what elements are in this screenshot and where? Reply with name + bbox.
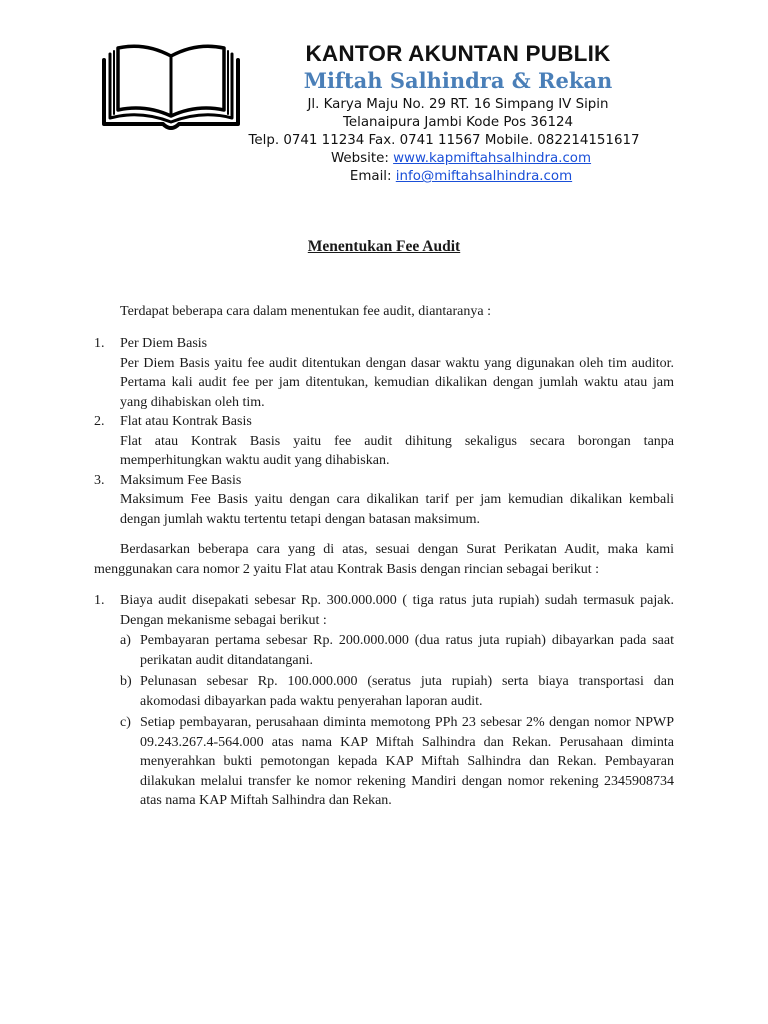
sub-item-label: c) xyxy=(120,715,131,730)
document-title: Menentukan Fee Audit xyxy=(307,238,461,255)
sub-item-label: a) xyxy=(120,633,131,648)
sub-item-text: Pembayaran pertama sebesar Rp. 200.000.000 (dua ratus juta rupiah) dibayarkan pada saat perikatan audit ditandatangani. xyxy=(140,633,674,668)
sub-item-text: Pelunasan sebesar Rp. 100.000.000 (seratus juta rupiah) serta biaya transportasi dan akomodasi dibayarkan pada waktu penyerahan laporan audit. xyxy=(140,674,674,709)
item-number: 2. xyxy=(94,414,105,429)
sub-item xyxy=(94,672,674,711)
sub-item xyxy=(94,631,674,670)
firm-name: Miftah Salhindra & Rekan xyxy=(303,68,613,93)
sub-item-text: Setiap pembayaran, perusahaan diminta memotong PPh 23 sebesar 2% dengan nomor NPWP 09.243.267.4-564.000 atas nama KAP Miftah Salhindra dan Rekan. Perusahaan diminta menyerahkan bukti pemotongan kepada KAP Miftah Salhindra dan Rekan. Pembayaran dilakukan melalui transfer ke nomor rekening Mandiri dengan nomor rekening 2345908734 atas nama KAP Miftah Salhindra dan Rekan. xyxy=(140,715,674,808)
website-link[interactable]: www.kapmiftahsalhindra.com xyxy=(393,151,592,166)
fee-summary: Biaya audit disepakati sebesar Rp. 300.000.000 ( tiga ratus juta rupiah) sudah termasuk pajak. Dengan mekanisme sebagai berikut : xyxy=(120,593,674,628)
address-line-1: Jl. Karya Maju No. 29 RT. 16 Simpang IV Sipin xyxy=(307,97,609,112)
firm-title: KANTOR AKUNTAN PUBLIK xyxy=(305,41,611,66)
email-link[interactable]: info@miftahsalhindra.com xyxy=(395,169,573,184)
email-label: Email: xyxy=(349,169,396,184)
list-item xyxy=(94,591,674,630)
email-line xyxy=(234,168,688,186)
list-item xyxy=(94,412,674,471)
method-name: Maksimum Fee Basis xyxy=(120,472,242,488)
method-description: Flat atau Kontrak Basis yaitu fee audit dihitung sekaligus secara borongan tanpa memperhitungkan waktu audit yang dihabiskan. xyxy=(120,433,674,468)
letterhead xyxy=(228,40,688,186)
methods-list xyxy=(94,334,674,529)
address-line-2: Telanaipura Jambi Kode Pos 36124 xyxy=(342,115,574,130)
method-name: Flat atau Kontrak Basis xyxy=(120,414,252,429)
method-name: Per Diem Basis xyxy=(120,336,208,351)
list-item xyxy=(94,471,674,530)
sub-item-label: b) xyxy=(120,674,132,689)
website-label: Website: xyxy=(330,151,394,166)
method-description: Per Diem Basis yaitu fee audit ditentukan dengan dasar waktu yang digunakan oleh tim auditor. Pertama kali audit fee per jam ditentukan, kemudian dikalikan dengan jumlah waktu atau jam yang dihabiskan oleh tim. xyxy=(120,355,674,410)
open-book-icon xyxy=(100,40,242,130)
item-number: 3. xyxy=(94,472,105,488)
item-number: 1. xyxy=(94,336,105,351)
website-line xyxy=(234,150,688,168)
method-description: Maksimum Fee Basis yaitu dengan cara dikalikan tarif per jam kemudian dikalikan kembali dengan jumlah waktu tertentu tetapi dengan batasan maksimum. xyxy=(120,492,674,527)
conclusion-paragraph: Berdasarkan beberapa cara yang di atas, sesuai dengan Surat Perikatan Audit, maka kami menggunakan cara nomor 2 yaitu Flat atau Kontrak Basis dengan rincian sebagai berikut : xyxy=(94,542,674,577)
phone-line: Telp. 0741 11234 Fax. 0741 11567 Mobile. 082214151617 xyxy=(248,133,640,148)
list-item xyxy=(94,334,674,412)
item-number: 1. xyxy=(94,593,105,608)
fee-details xyxy=(94,591,674,811)
sub-item xyxy=(94,713,674,811)
intro-paragraph: Terdapat beberapa cara dalam menentukan fee audit, diantaranya : xyxy=(120,304,491,319)
